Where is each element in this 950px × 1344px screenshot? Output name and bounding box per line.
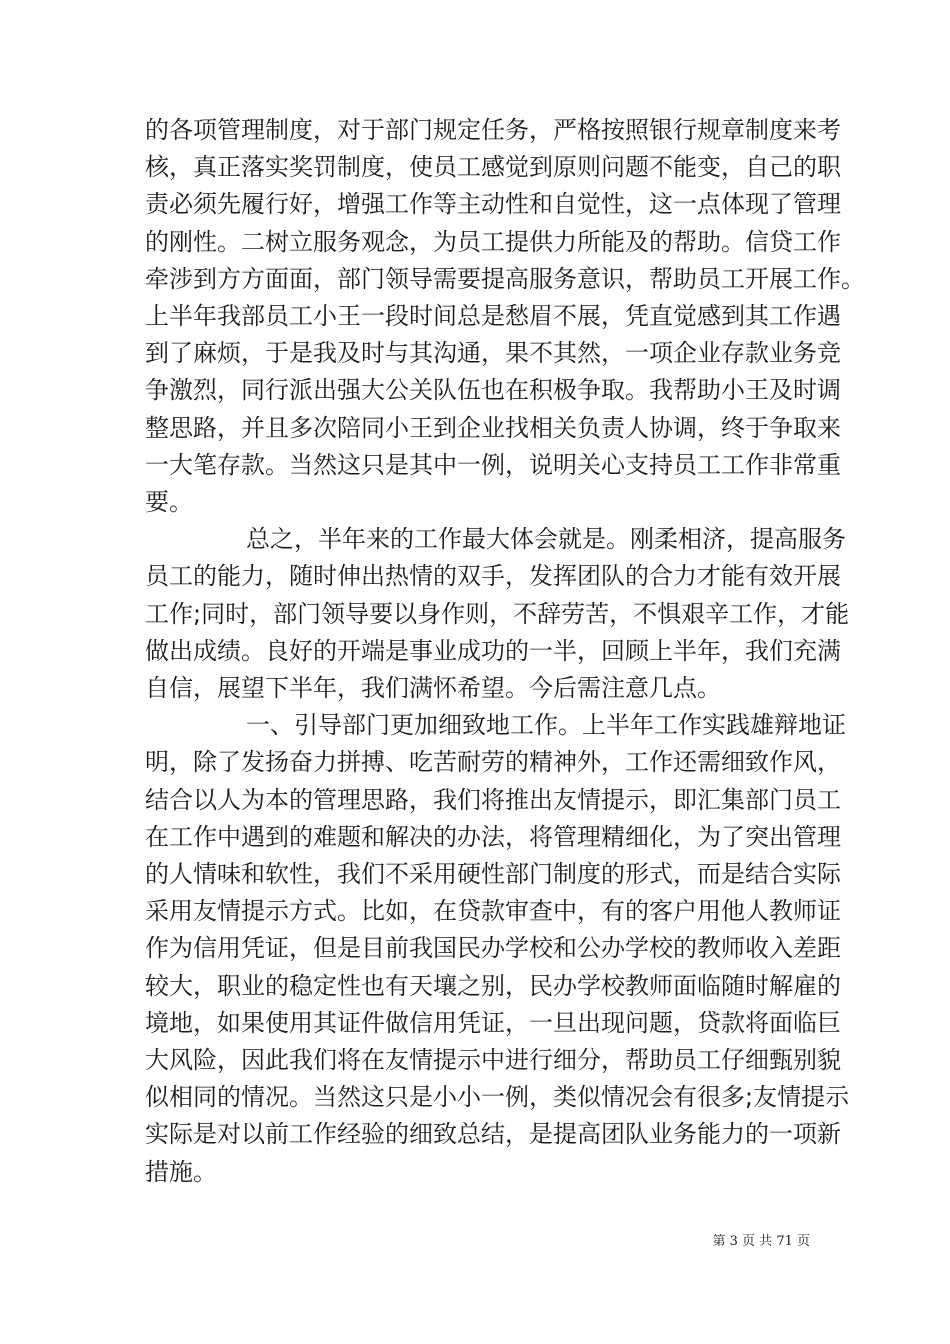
text-line: 明，除了发扬奋力拼搏、吃苦耐劳的精神外，工作还需细致作风， xyxy=(145,748,841,776)
text-line: 要。 xyxy=(145,488,193,516)
text-line: 做出成绩。良好的开端是事业成功的一半，回顾上半年，我们充满 xyxy=(145,637,841,665)
text-line: 采用友情提示方式。比如，在贷款审查中，有的客户用他人教师证 xyxy=(145,897,841,925)
text-line: 整思路，并且多次陪同小王到企业找相关负责人协调，终于争取来 xyxy=(145,414,841,442)
text-line: 核，真正落实奖罚制度，使员工感觉到原则问题不能变，自己的职 xyxy=(145,153,841,181)
text-line: 措施。 xyxy=(145,1158,217,1186)
text-line: 大风险，因此我们将在友情提示中进行细分，帮助员工仔细甄别貌 xyxy=(145,1046,841,1074)
text-line: 结合以人为本的管理思路，我们将推出友情提示，即汇集部门员工 xyxy=(145,786,841,814)
text-line: 作为信用凭证，但是目前我国民办学校和公办学校的教师收入差距 xyxy=(145,934,841,962)
text-line: 的刚性。二树立服务观念，为员工提供力所能及的帮助。信贷工作 xyxy=(145,228,841,256)
page-footer: 第 3 页 共 71 页 xyxy=(712,1234,810,1249)
text-line: 牵涉到方方面面，部门领导需要提高服务意识，帮助员工开展工作。 xyxy=(145,265,865,293)
text-line: 在工作中遇到的难题和解决的办法，将管理精细化，为了突出管理 xyxy=(145,823,841,851)
text-line: 争激烈，同行派出强大公关队伍也在积极争取。我帮助小王及时调 xyxy=(145,376,841,404)
text-line: 的各项管理制度，对于部门规定任务，严格按照银行规章制度来考 xyxy=(145,116,841,144)
text-line: 工作;同时，部门领导要以身作则，不辞劳苦，不惧艰辛工作，才能 xyxy=(145,600,850,628)
text-line: 员工的能力，随时伸出热情的双手，发挥团队的合力才能有效开展 xyxy=(145,562,841,590)
text-line: 责必须先履行好，增强工作等主动性和自觉性，这一点体现了管理 xyxy=(145,190,841,218)
text-line: 总之，半年来的工作最大体会就是。刚柔相济，提高服务 xyxy=(246,525,846,553)
text-line: 境地，如果使用其证件做信用凭证，一旦出现问题，贷款将面临巨 xyxy=(145,1009,841,1037)
text-line: 上半年我部员工小王一段时间总是愁眉不展，凭直觉感到其工作遇 xyxy=(145,302,841,330)
text-line: 似相同的情况。当然这只是小小一例，类似情况会有很多;友情提示 xyxy=(145,1083,850,1111)
text-line: 实际是对以前工作经验的细致总结，是提高团队业务能力的一项新 xyxy=(145,1120,841,1148)
text-line: 的人情味和软性，我们不采用硬性部门制度的形式，而是结合实际 xyxy=(145,860,841,888)
text-line: 较大，职业的稳定性也有天壤之别，民办学校教师面临随时解雇的 xyxy=(145,972,841,1000)
text-line: 一、引导部门更加细致地工作。上半年工作实践雄辩地证 xyxy=(246,711,846,739)
text-line: 一大笔存款。当然这只是其中一例，说明关心支持员工工作非常重 xyxy=(145,451,841,479)
text-line: 到了麻烦，于是我及时与其沟通，果不其然，一项企业存款业务竞 xyxy=(145,339,841,367)
text-line: 自信，展望下半年，我们满怀希望。今后需注意几点。 xyxy=(145,674,721,702)
